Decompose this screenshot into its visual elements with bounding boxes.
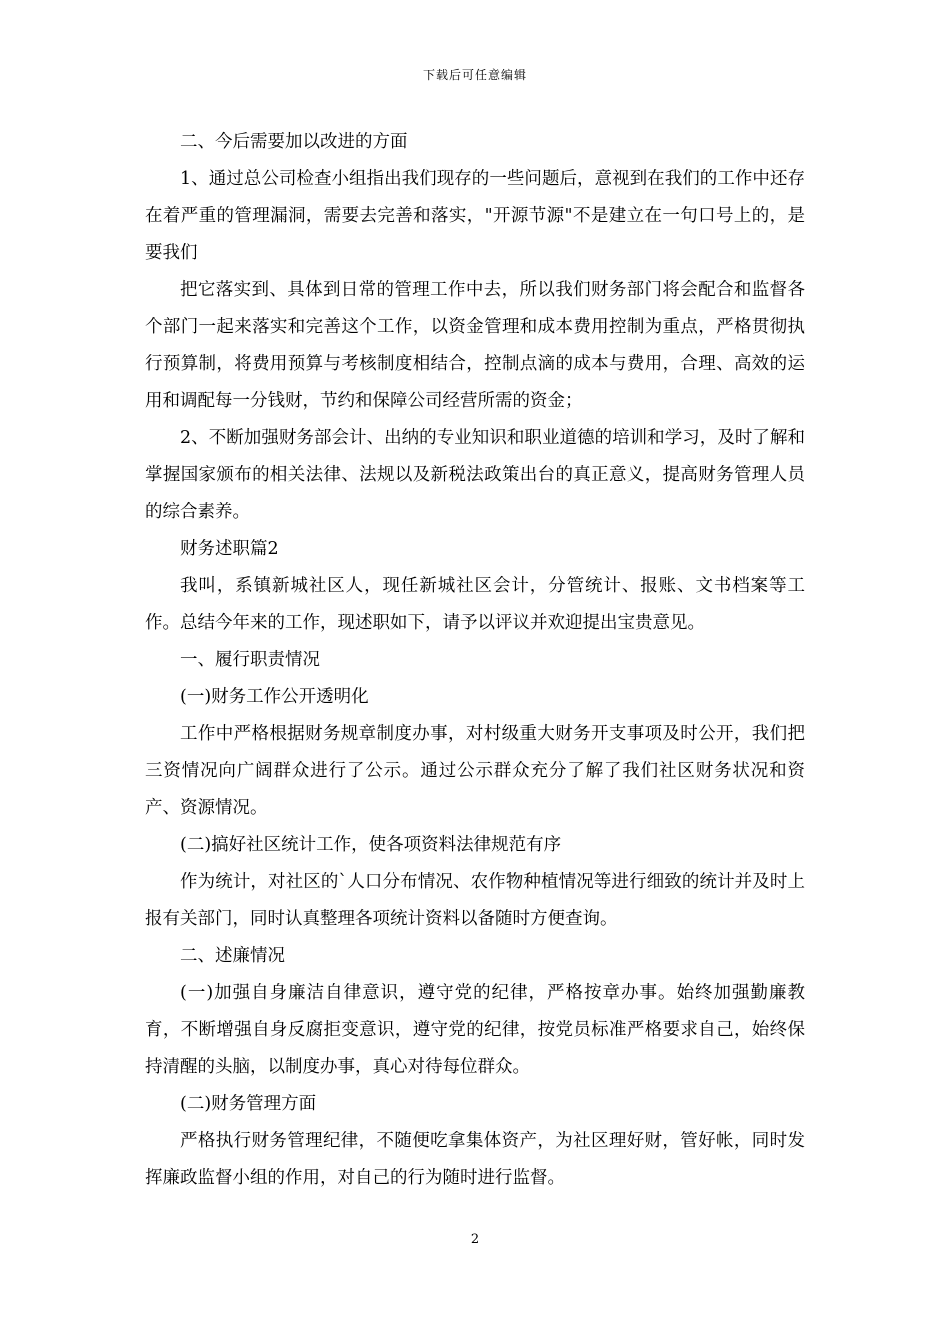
article-title: 财务述职篇2 bbox=[180, 539, 279, 559]
section-heading: 二、述廉情况 bbox=[180, 946, 285, 966]
paragraph: 2、不断加强财务部会计、出纳的专业知识和职业道德的培训和学习，及时了解和掌握国家颁布的相关法律、法规以及新税法政策出台的真正意义，提高财务管理人员的综合素养。 bbox=[145, 428, 805, 522]
paragraph: 我叫，系镇新城社区人，现任新城社区会计，分管统计、报账、文书档案等工作。总结今年来的工作，现述职如下，请予以评议并欢迎提出宝贵意见。 bbox=[145, 576, 805, 633]
subsection-heading: (二)搞好社区统计工作，使各项资料法律规范有序 bbox=[180, 835, 562, 855]
section-heading: 一、履行职责情况 bbox=[180, 650, 320, 670]
section-heading: 二、今后需要加以改进的方面 bbox=[180, 132, 408, 152]
subsection-heading: (二)财务管理方面 bbox=[180, 1094, 317, 1114]
document-body bbox=[145, 124, 805, 1197]
paragraph: 严格执行财务管理纪律，不随便吃拿集体资产，为社区理好财，管好帐，同时发挥廉政监督小组的作用，对自己的行为随时进行监督。 bbox=[145, 1131, 805, 1188]
header-note: 下载后可任意编辑 bbox=[422, 68, 527, 82]
paragraph: 1、通过总公司检查小组指出我们现存的一些问题后，意视到在我们的工作中还存在着严重的管理漏洞，需要去完善和落实，"开源节源"不是建立在一句口号上的，是要我们 bbox=[145, 169, 805, 263]
paragraph: 工作中严格根据财务规章制度办事，对村级重大财务开支事项及时公开，我们把三资情况向广阔群众进行了公示。通过公示群众充分了解了我们社区财务状况和资产、资源情况。 bbox=[145, 724, 805, 818]
paragraph: 作为统计，对社区的`人口分布情况、农作物种植情况等进行细致的统计并及时上报有关部门，同时认真整理各项统计资料以备随时方便查询。 bbox=[145, 872, 805, 929]
paragraph: 把它落实到、具体到日常的管理工作中去，所以我们财务部门将会配合和监督各个部门一起来落实和完善这个工作，以资金管理和成本费用控制为重点，严格贯彻执行预算制，将费用预算与考核制度相结合，控制点滴的成本与费用，合理、高效的运用和调配每一分钱财，节约和保障公司经营所需的资金； bbox=[145, 280, 805, 411]
page-number: 2 bbox=[470, 1232, 480, 1247]
subsection-heading: (一)财务工作公开透明化 bbox=[180, 687, 369, 707]
paragraph: (一)加强自身廉洁自律意识，遵守党的纪律，严格按章办事。始终加强勤廉教育，不断增强自身反腐拒变意识，遵守党的纪律，按党员标准严格要求自己，始终保持清醒的头脑，以制度办事，真心对待每位群众。 bbox=[145, 983, 805, 1077]
